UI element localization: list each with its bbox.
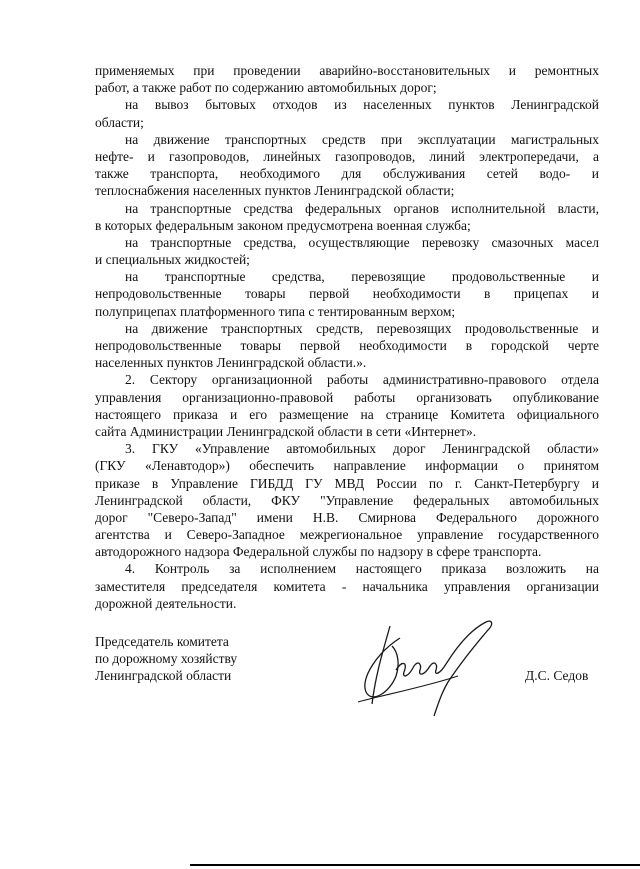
text-line: (ГКУ «Ленавтодор») обеспечить направление информации о принятом [95, 458, 599, 474]
text-line: сайта Администрации Ленинградской области в сети «Интернет». [95, 423, 477, 439]
text-line: на транспортные средства федеральных органов исполнительной власти, [125, 200, 599, 216]
text-line: приказе в Управление ГИБДД ГУ МВД России по г. Санкт-Петербургу и [95, 475, 599, 491]
text-line: агентства и Северо-Западное межрегиональное управление государственного [95, 527, 599, 543]
text-line: на движение транспортных средств при эксплуатации магистральных [125, 131, 599, 147]
text-line: на транспортные средства, перевозящие продовольственные и [125, 269, 599, 285]
text-line: теплоснабжения населенных пунктов Ленинградской области; [95, 183, 455, 199]
text-line: непродовольственные товары первой необходимости в прицепах и [95, 286, 599, 302]
text-line: полуприцепах платформенного типа с тентированным верхом; [95, 303, 456, 319]
signatory-title [95, 633, 237, 685]
text-line: настоящего приказа и его размещение на странице Комитета официального [95, 406, 599, 422]
text-line: непродовольственные товары первой необходимости в городской черте [95, 338, 599, 353]
text-line: управления организационно-правовой работы организовать опубликование [95, 389, 599, 405]
text-line: населенных пунктов Ленинградской области.». [95, 355, 367, 371]
text-line: 2. Сектору организационной работы административно-правового отдела [125, 372, 599, 388]
text-line: 4. Контроль за исполнением настоящего приказа возложить на [125, 561, 599, 577]
text-line: заместителя председателя комитета - начальника управления организации [95, 578, 599, 594]
signatory-name: Д.С. Седов [525, 668, 589, 683]
text-line: применяемых при проведении аварийно-восстановительных и ремонтных [95, 63, 599, 78]
text-line: и специальных жидкостей; [95, 252, 250, 268]
signatory-title-line-3: Ленинградской области [95, 668, 232, 684]
text-line: дорожной деятельности. [95, 595, 237, 611]
signatory-title-line-2: по дорожному хозяйству [95, 651, 238, 667]
text-line: на транспортные средства, осуществляющие перевозку смазочных масел [125, 234, 599, 250]
handwritten-signature-icon [338, 608, 508, 720]
text-line: работ, а также работ по содержанию автомобильных дорог; [95, 80, 437, 96]
document-body [95, 62, 599, 612]
text-line: области; [95, 114, 144, 130]
text-line: также транспорта, необходимого для обслуживания сетей водо- и [95, 166, 599, 182]
text-line: на движение транспортных средств, перевозящих продовольственные и [125, 320, 599, 336]
text-line: Ленинградской области, ФКУ "Управление федеральных автомобильных [95, 492, 599, 508]
text-line: в которых федеральным законом предусмотрена военная служба; [95, 217, 471, 233]
text-line: на вывоз бытовых отходов из населенных пунктов Ленинградской [125, 97, 599, 113]
signatory-title-line-1: Председатель комитета [95, 634, 229, 649]
text-line: 3. ГКУ «Управление автомобильных дорог Ленинградской области» [125, 441, 599, 457]
text-line: автодорожного надзора Федеральной службы по надзору в сфере транспорта. [95, 544, 542, 560]
text-line: нефте- и газопроводов, линейных газопроводов, линий электропередачи, а [95, 148, 599, 164]
page-bottom-rule [190, 864, 640, 866]
text-line: дорог "Северо-Запад" имени Н.В. Смирнова Федерального дорожного [95, 509, 599, 525]
